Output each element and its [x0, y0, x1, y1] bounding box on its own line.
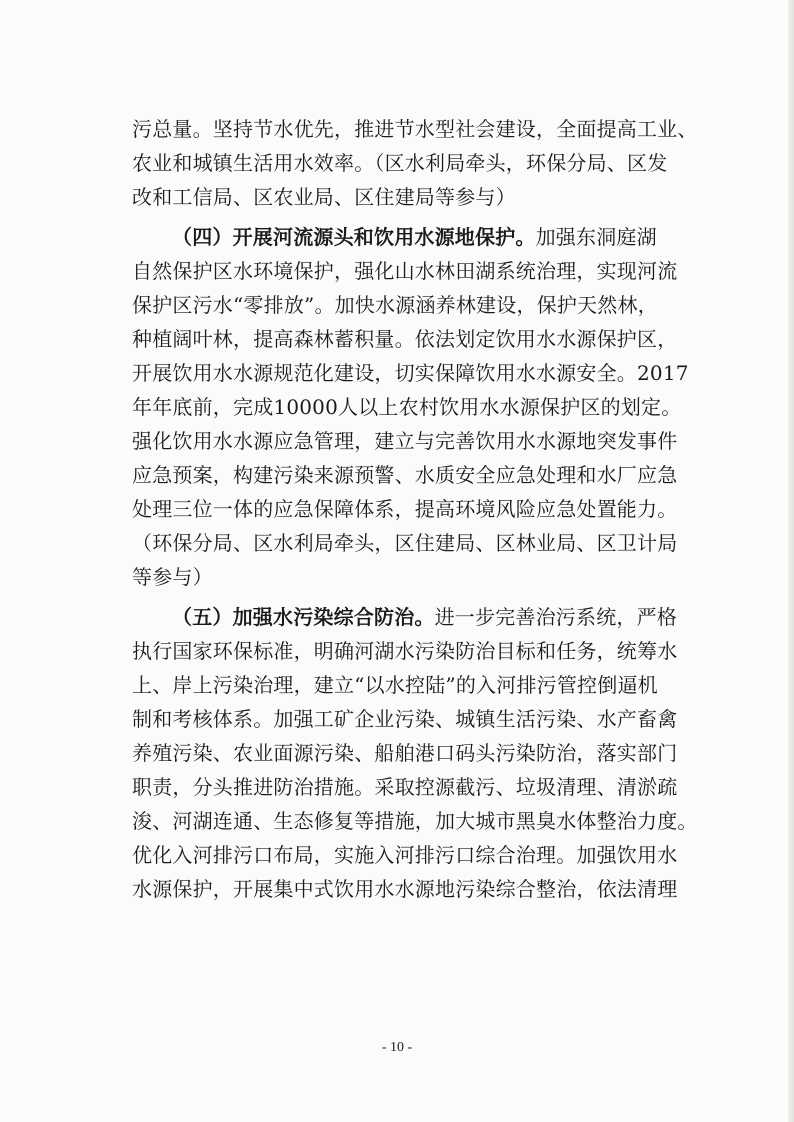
text-line: 制和考核体系。加强工矿企业污染、城镇生活污染、水产畜禽: [132, 707, 678, 731]
text-line: 水源保护，开展集中式饮用水水源地污染综合整治，依法清理: [132, 877, 678, 901]
text-line: 开展饮用水水源规范化建设，切实保障饮用水水源安全。2017: [132, 361, 689, 385]
section-heading-line: （五）加强水污染综合防治。进一步完善治污系统，严格: [172, 605, 678, 629]
text-line: 污总量。坚持节水优先，推进节水型社会建设，全面提高工业、: [132, 117, 698, 141]
section-heading: （四）开展河流源头和饮用水源地保护。: [172, 225, 536, 249]
text-line: 农业和城镇生活用水效率。（区水利局牵头，环保分局、区发: [132, 151, 668, 175]
text-line: 强化饮用水水源应急管理，建立与完善饮用水水源地突发事件: [132, 429, 678, 453]
text-line: 种植阔叶林，提高森林蓄积量。依法划定饮用水水源保护区，: [132, 327, 678, 351]
text-line: 年年底前，完成10000人以上农村饮用水水源保护区的划定。: [132, 395, 682, 419]
text-line: 等参与）: [132, 565, 213, 589]
text-line: 优化入河排污口布局，实施入河排污口综合治理。加强饮用水: [132, 843, 678, 867]
text-line: （环保分局、区水利局牵头，区住建局、区林业局、区卫计局: [132, 531, 678, 555]
text-line: 执行国家环保标准，明确河湖水污染防治目标和任务，统筹水: [132, 639, 678, 663]
text-line: 浚、河湖连通、生态修复等措施，加大城市黑臭水体整治力度。: [132, 809, 698, 833]
text-line: 职责，分头推进防治措施。采取控源截污、垃圾清理、清淤疏: [132, 775, 678, 799]
section-heading: （五）加强水污染综合防治。: [172, 605, 435, 629]
body-text: [132, 112, 712, 906]
text-line: 上、岸上污染治理，建立“以水控陆”的入河排污管控倒逼机: [132, 673, 658, 697]
section-heading-line: （四）开展河流源头和饮用水源地保护。加强东洞庭湖: [172, 225, 657, 249]
text-line: 处理三位一体的应急保障体系，提高环境风险应急处置能力。: [132, 497, 678, 521]
text-line: 保护区污水“零排放”。加快水源涵养林建设，保护天然林，: [132, 293, 658, 317]
scan-edge: [788, 0, 794, 1122]
text-line: 应急预案，构建污染来源预警、水质安全应急处理和水厂应急: [132, 463, 678, 487]
page-number: - 10 -: [381, 1040, 413, 1055]
text-line: 改和工信局、区农业局、区住建局等参与）: [132, 185, 516, 209]
text-line: 自然保护区水环境保护，强化山水林田湖系统治理，实现河流: [132, 259, 678, 283]
text-line: 养殖污染、农业面源污染、船舶港口码头污染防治，落实部门: [132, 741, 678, 765]
